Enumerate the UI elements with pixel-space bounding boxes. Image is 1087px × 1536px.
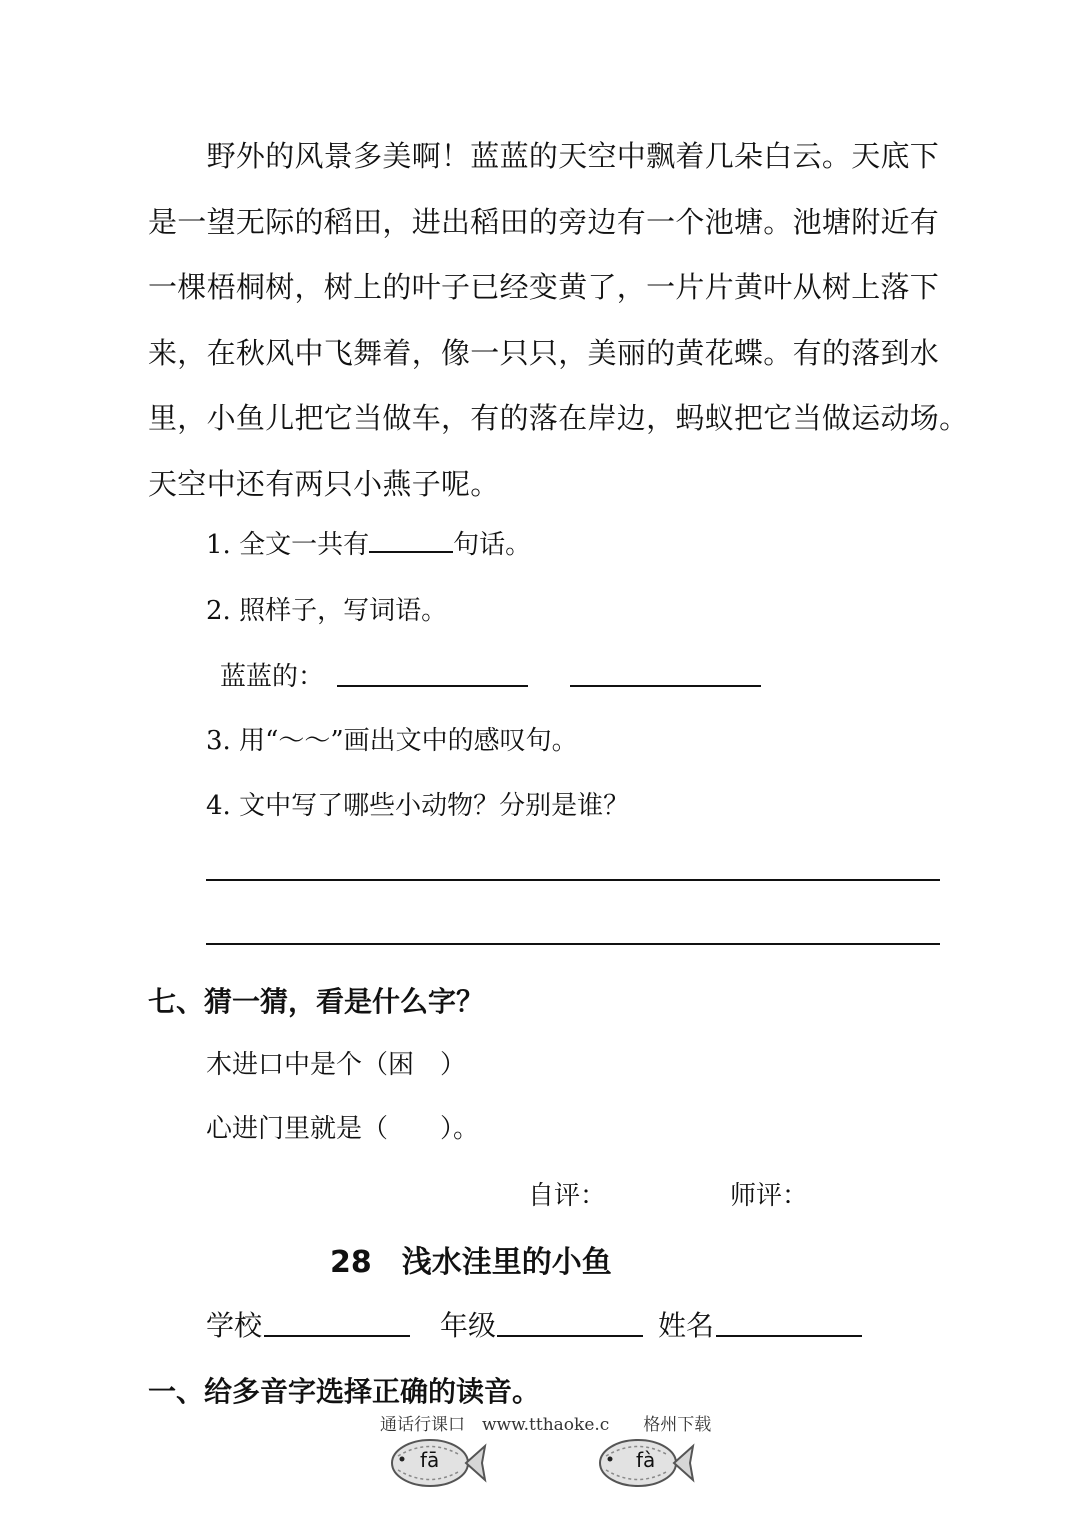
answer-line[interactable] <box>206 879 940 881</box>
question-2-example <box>220 656 324 693</box>
passage-line: 来，在秋风中飞舞着，像一只只，美丽的黄花蝶。有的落到水 <box>148 335 940 370</box>
section-7-title: 七、猜一猜，看是什么字？ <box>148 985 485 1018</box>
question-2: 2. 照样子，写词语。 <box>206 596 448 626</box>
name-label: 姓名 <box>658 1309 715 1342</box>
question-1-blank[interactable] <box>369 525 453 553</box>
passage-line: 一棵梧桐树，树上的叶子已经变黄了，一片片黄叶从树上落下 <box>148 270 940 304</box>
grade-field[interactable] <box>497 1335 643 1337</box>
passage-line: 天空中还有两只小燕子呢。 <box>148 466 500 501</box>
pinyin-option-fish[interactable] <box>596 1432 696 1494</box>
lesson-title: 28 浅水洼里的小鱼 <box>330 1245 612 1280</box>
school-field[interactable] <box>264 1335 410 1337</box>
question-1 <box>206 524 531 561</box>
pinyin-option-fish[interactable] <box>388 1432 488 1494</box>
self-evaluation-label: 自评： <box>528 1181 607 1211</box>
section-1-title: 一、给多音字选择正确的读音。 <box>148 1375 541 1408</box>
riddle-1: 木进口中是个（困 ） <box>206 1050 467 1080</box>
pinyin-label: fà <box>636 1448 656 1472</box>
riddle-2: 心进门里就是（ ）。 <box>206 1114 480 1144</box>
passage-line: 是一望无际的稻田，进出稻田的旁边有一个池塘。池塘附近有 <box>148 204 940 239</box>
teacher-evaluation-label: 师评： <box>730 1181 809 1211</box>
answer-line[interactable] <box>206 943 940 945</box>
passage-line: 野外的风景多美啊！蓝蓝的天空中飘着几朵白云。天底下 <box>148 139 940 173</box>
question-1-prefix: 1. 全文一共有 <box>206 530 370 560</box>
question-3: 3. 用“～～”画出文中的感叹句。 <box>206 726 578 756</box>
pinyin-label: fā <box>420 1448 440 1472</box>
question-1-suffix: 句话。 <box>453 530 532 560</box>
reading-passage <box>148 124 969 517</box>
example-word-label: 蓝蓝的： <box>220 662 325 692</box>
grade-label: 年级 <box>440 1309 497 1342</box>
watermark: 通话行课口 www.tthaoke.c 格州下载 <box>380 1415 712 1435</box>
answer-blank[interactable] <box>337 685 528 687</box>
answer-blank[interactable] <box>570 685 761 687</box>
question-4: 4. 文中写了哪些小动物？分别是谁？ <box>206 791 630 821</box>
school-label: 学校 <box>206 1309 263 1342</box>
passage-line: 里，小鱼儿把它当做车，有的落在岸边，蚂蚁把它当做运动场。 <box>148 401 969 435</box>
name-field[interactable] <box>716 1335 862 1337</box>
